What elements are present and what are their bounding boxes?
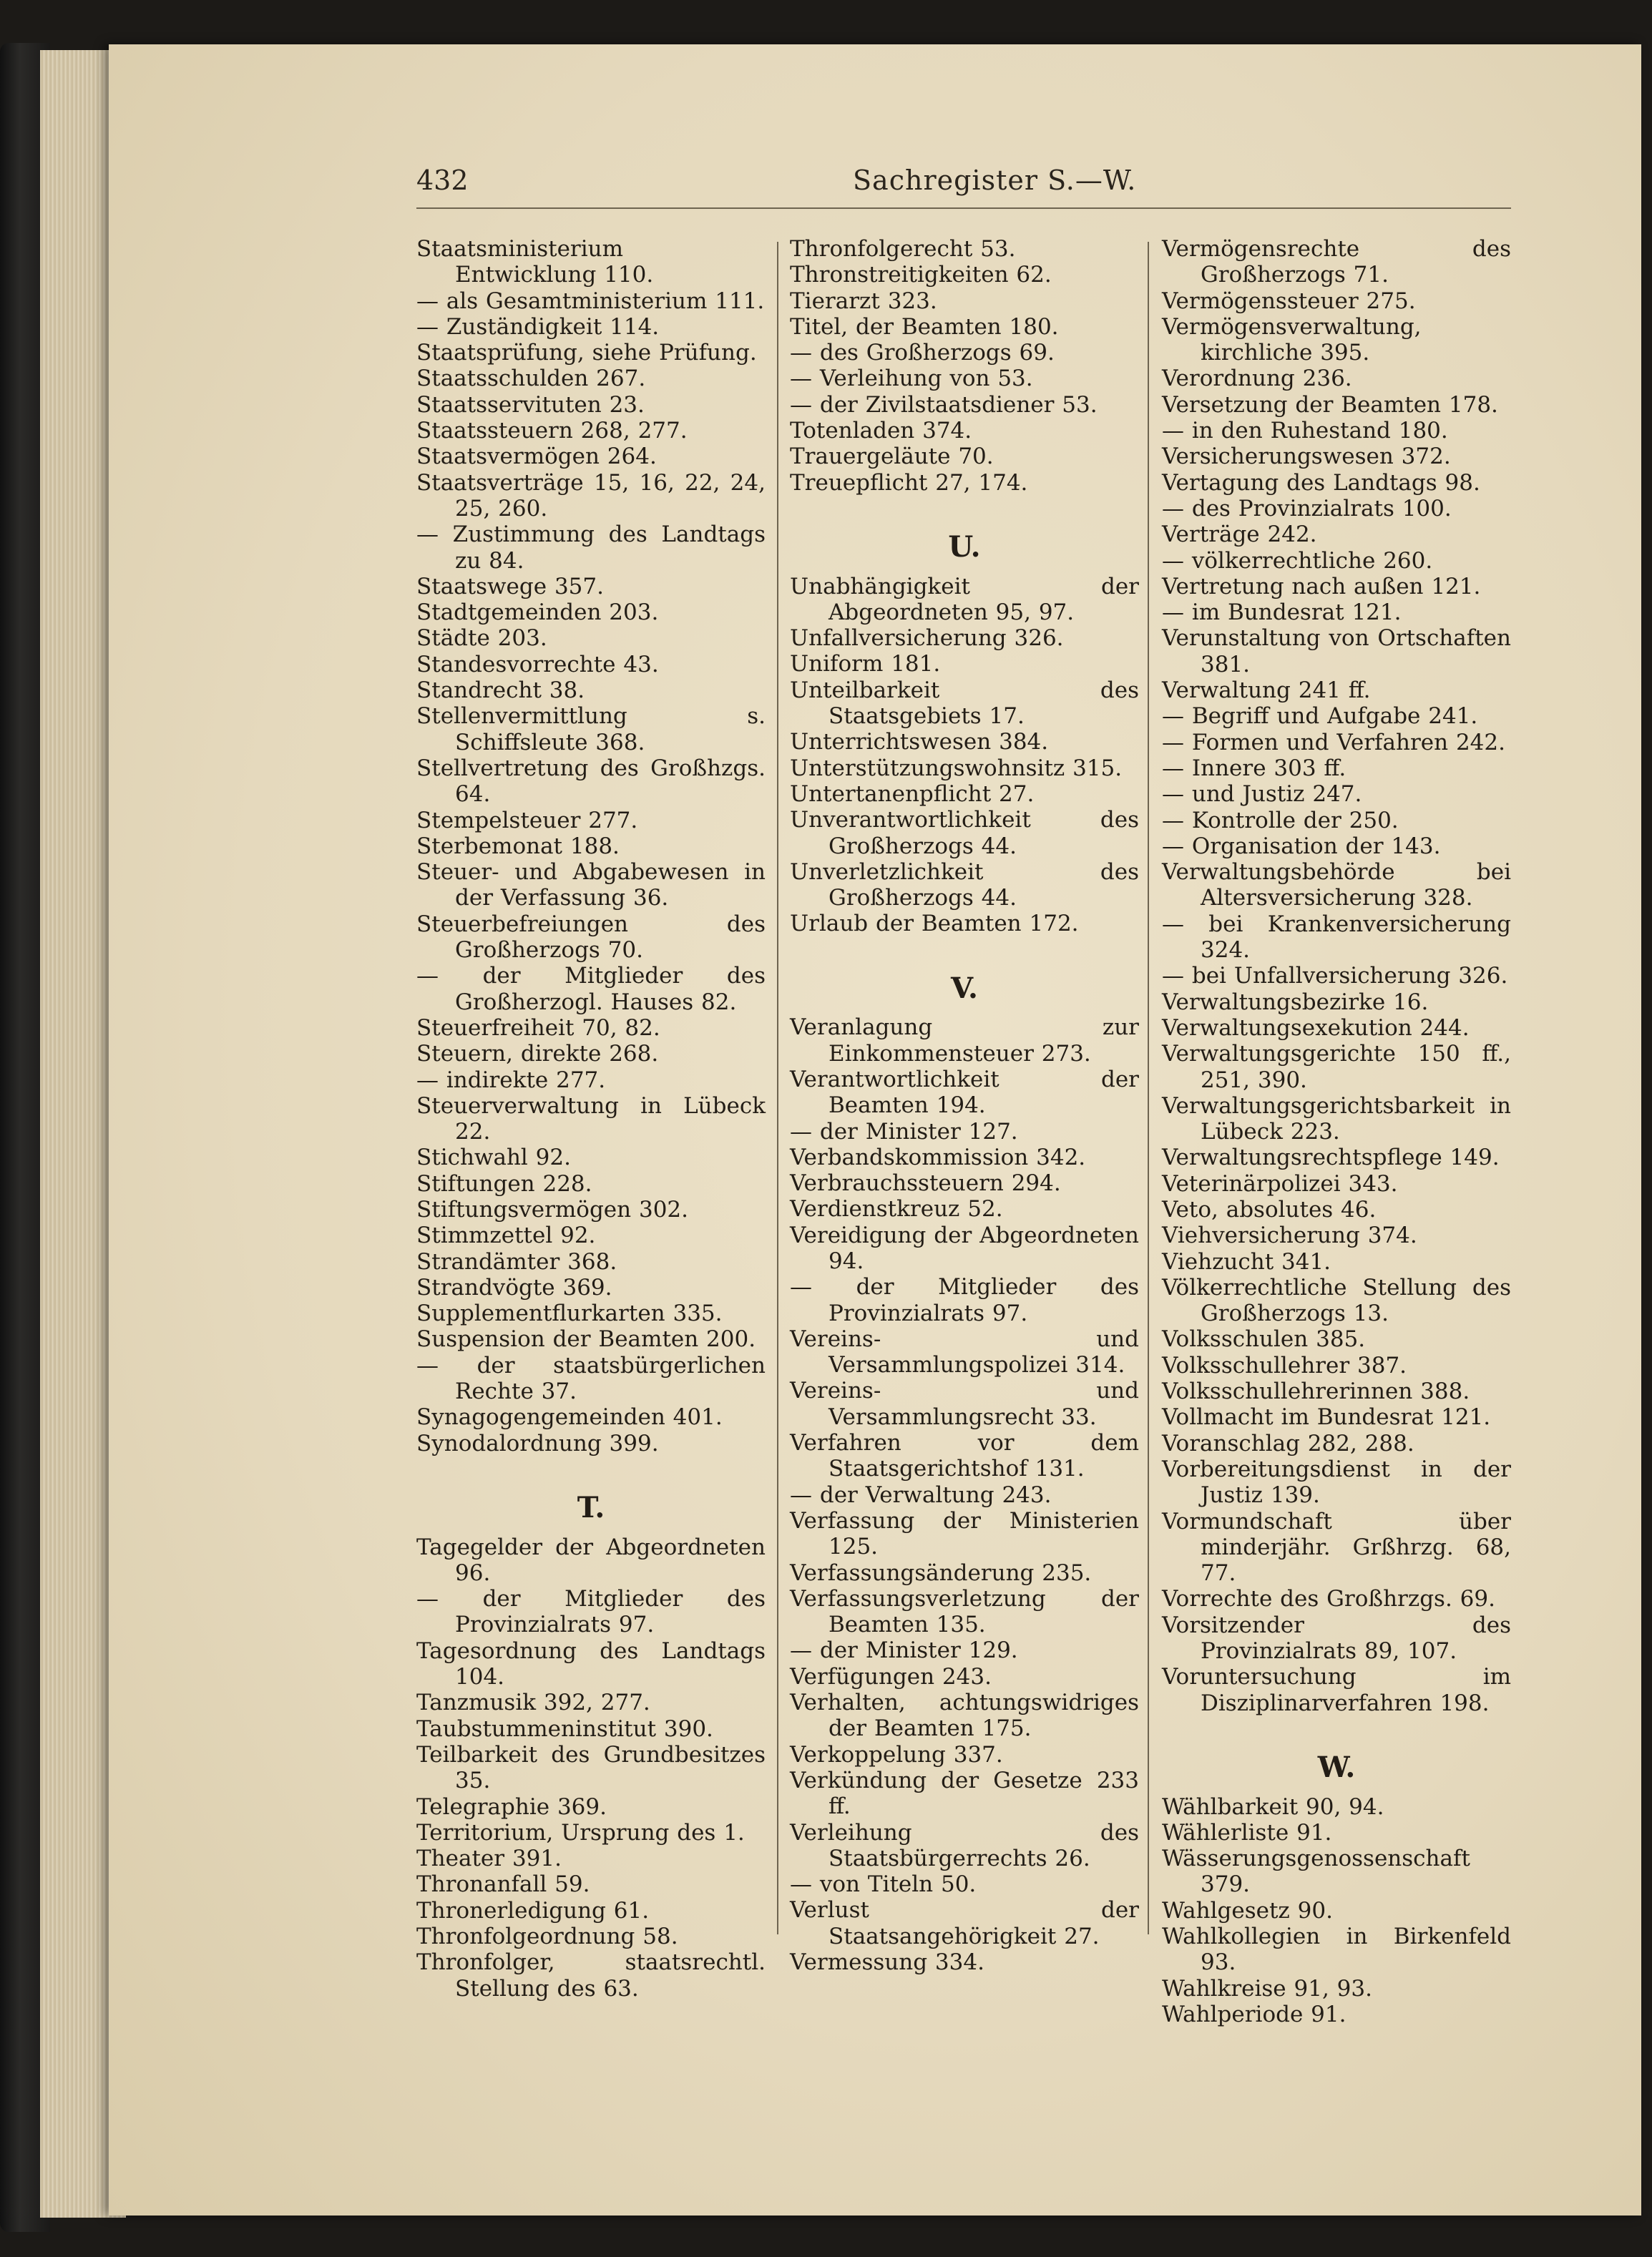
index-entry: Staatsvermögen 264. — [416, 444, 657, 470]
index-entry: Wahlkreise 91, 93. — [1162, 1975, 1372, 2002]
index-entry: Veto, absolutes 46. — [1162, 1196, 1377, 1223]
index-entry: Unverletzlichkeit des Großherzogs 44. — [790, 858, 1139, 911]
index-entry: Urlaub der Beamten 172. — [790, 911, 1079, 937]
index-entry: Vermögensverwaltung, kirchliche 395. — [1162, 313, 1422, 366]
index-entry: Tanzmusik 392, 277. — [416, 1690, 650, 1716]
index-entry: — von Titeln 50. — [790, 1871, 977, 1898]
index-entry: — bei Krankenversicherung 324. — [1162, 911, 1511, 964]
index-entry: Standesvorrechte 43. — [416, 651, 659, 677]
index-entry: Verunstaltung von Ortschaften 381. — [1162, 625, 1511, 677]
index-entry: Veranlagung zur Einkommensteuer 273. — [790, 1014, 1139, 1067]
index-entry: Vermessung 334. — [790, 1949, 984, 1975]
index-entry: — bei Unfallversicherung 326. — [1162, 963, 1508, 989]
index-entry: — der Minister 127. — [790, 1118, 1018, 1145]
index-entry: Volksschullehrer 387. — [1162, 1352, 1407, 1379]
index-entry: Tagesordnung des Landtags 104. — [416, 1637, 766, 1690]
index-entry: — Kontrolle der 250. — [1162, 807, 1399, 833]
index-entry: Vereins- und Versammlungspolizei 314. — [790, 1326, 1139, 1379]
index-entry: Thronfolgerecht 53. — [790, 236, 1016, 262]
index-entry: Unteilbarkeit des Staatsgebiets 17. — [790, 677, 1139, 730]
index-entry: Stichwahl 92. — [416, 1145, 571, 1171]
index-entry: Stadtgemeinden 203. — [416, 599, 659, 626]
section-letter-heading: W. — [1317, 1750, 1356, 1784]
index-entry: Standrecht 38. — [416, 677, 585, 704]
index-entry: — Innere 303 ff. — [1162, 755, 1346, 781]
index-entry: — im Bundesrat 121. — [1162, 599, 1402, 626]
index-entry: Thronfolgeordnung 58. — [416, 1924, 678, 1949]
index-entry: Verwaltungsexekution 244. — [1162, 1014, 1470, 1041]
index-entry: Steuerfreiheit 70, 82. — [416, 1014, 660, 1041]
index-entry: Strandämter 368. — [416, 1248, 617, 1275]
index-entry: Verfassung der Ministerien 125. — [790, 1507, 1139, 1560]
index-entry: Vorsitzender des Provinzialrats 89, 107. — [1162, 1612, 1511, 1665]
index-entry: Verwaltungsrechtspflege 149. — [1162, 1145, 1500, 1171]
index-entry: — der Zivilstaatsdiener 53. — [790, 391, 1098, 418]
index-entry: — völkerrechtliche 260. — [1162, 547, 1433, 574]
index-entry: Thronfolger, staatsrechtl. Stellung des 63. — [416, 1949, 766, 2002]
index-entry: Telegraphie 369. — [416, 1793, 607, 1820]
index-entry: — Zustimmung des Landtags zu 84. — [416, 522, 766, 574]
index-entry: Suspension der Beamten 200. — [416, 1326, 756, 1353]
index-entry: — Verleihung von 53. — [790, 366, 1033, 392]
index-entry: Sterbemonat 188. — [416, 833, 620, 859]
index-entry: Synagogengemeinden 401. — [416, 1404, 723, 1431]
index-entry: Vermögensrechte des Großherzogs 71. — [1162, 236, 1511, 288]
index-entry: — der Minister 129. — [790, 1637, 1018, 1664]
index-entry: Stempelsteuer 277. — [416, 807, 638, 833]
index-entry: — der staatsbürgerlichen Rechte 37. — [416, 1352, 766, 1405]
index-entry: Totenladen 374. — [790, 418, 972, 444]
index-entry: — Zuständigkeit 114. — [416, 313, 660, 340]
index-entry: Staatsschulden 267. — [416, 366, 646, 392]
index-entry: Verwaltungsbehörde bei Altersversicherung 328. — [1162, 859, 1511, 911]
index-entry: Stellvertretung des Großhzgs. 64. — [416, 755, 766, 808]
index-entry: Verwaltungsgerichte 150 ff., 251, 390. — [1162, 1041, 1511, 1093]
index-entry: Taubstummeninstitut 390. — [416, 1715, 713, 1742]
index-entry: — indirekte 277. — [416, 1067, 606, 1093]
index-entry: Synodalordnung 399. — [416, 1430, 659, 1456]
index-entry: Trauergeläute 70. — [790, 444, 994, 470]
index-entry: Stiftungen 228. — [416, 1170, 592, 1197]
index-entry: — des Provinzialrats 100. — [1162, 495, 1452, 522]
index-entry: Verkoppelung 337. — [790, 1741, 1003, 1768]
index-entry: Volksschullehrerinnen 388. — [1162, 1379, 1470, 1405]
section-letter-heading: U. — [948, 529, 981, 564]
index-entry: Verfassungsverletzung der Beamten 135. — [790, 1585, 1139, 1638]
section-letter-heading: T. — [577, 1490, 605, 1524]
index-entry: Supplementflurkarten 335. — [416, 1301, 723, 1327]
index-entry: Stiftungsvermögen 302. — [416, 1196, 688, 1223]
index-entry: Verhalten, achtungswidriges der Beamten 175. — [790, 1690, 1139, 1742]
index-entry: Wählbarkeit 90, 94. — [1162, 1793, 1384, 1820]
index-entry: Städte 203. — [416, 625, 547, 652]
index-entry: — Formen und Verfahren 242. — [1162, 729, 1505, 755]
index-entry: Voruntersuchung im Disziplinarverfahren 198. — [1162, 1664, 1511, 1716]
index-entry: — und Justiz 247. — [1162, 781, 1362, 808]
page-number: 432 — [416, 165, 469, 196]
index-entry: — der Mitglieder des Provinzialrats 97. — [790, 1274, 1139, 1326]
index-entry: Thronstreitigkeiten 62. — [790, 262, 1052, 288]
section-letter-heading: V. — [951, 971, 978, 1005]
index-entry: — der Verwaltung 243. — [790, 1482, 1052, 1508]
index-entry: Unabhängigkeit der Abgeordneten 95, 97. — [790, 573, 1139, 625]
index-entry: Verleihung des Staatsbürgerrechts 26. — [790, 1819, 1139, 1871]
index-entry: — der Mitglieder des Großherzogl. Hauses 82. — [416, 963, 766, 1015]
index-entry: Veterinärpolizei 343. — [1162, 1170, 1398, 1197]
index-entry: Vertretung nach außen 121. — [1162, 573, 1481, 599]
index-entry: Unterstützungswohnsitz 315. — [790, 755, 1123, 781]
index-entry: Verordnung 236. — [1162, 366, 1352, 392]
index-entry: Staatsverträge 15, 16, 22, 24, 25, 260. — [416, 469, 766, 522]
index-entry: Verfügungen 243. — [790, 1663, 992, 1690]
index-entry: Stellenvermittlung s. Schiffsleute 368. — [416, 703, 766, 755]
index-entry: Strandvögte 369. — [416, 1274, 612, 1301]
index-entry: Verwaltungsbezirke 16. — [1162, 989, 1429, 1015]
index-entry: Untertanenpflicht 27. — [790, 780, 1035, 807]
index-entry: — der Mitglieder des Provinzialrats 97. — [416, 1586, 766, 1638]
index-entry: Wahlperiode 91. — [1162, 2001, 1346, 2027]
index-entry: Vollmacht im Bundesrat 121. — [1162, 1404, 1491, 1431]
index-column-1 — [416, 236, 766, 2002]
index-entry: Steuer- und Abgabewesen in der Verfassung 36. — [416, 859, 766, 911]
index-entry: Thronerledigung 61. — [416, 1897, 650, 1924]
index-entry: Staatsministerium Entwicklung 110. — [416, 236, 654, 288]
index-entry: Völkerrechtliche Stellung des Großherzogs 13. — [1162, 1274, 1511, 1327]
index-entry: Verkündung der Gesetze 233 ff. — [790, 1767, 1139, 1820]
index-entry: Verdienstkreuz 52. — [790, 1196, 1003, 1223]
index-entry: Voranschlag 282, 288. — [1162, 1430, 1414, 1456]
index-entry: — Organisation der 143. — [1162, 833, 1441, 859]
index-entry: Stimmzettel 92. — [416, 1223, 596, 1249]
index-entry: Thronanfall 59. — [416, 1871, 590, 1898]
index-entry: Verlust der Staatsangehörigkeit 27. — [790, 1897, 1139, 1949]
index-entry: Viehzucht 341. — [1162, 1248, 1331, 1275]
index-entry: Staatsprüfung, siehe Prüfung. — [416, 340, 757, 366]
index-entry: Staatssteuern 268, 277. — [416, 418, 688, 444]
index-entry: Steuerbefreiungen des Großherzogs 70. — [416, 911, 766, 964]
column-divider-1 — [777, 242, 778, 1934]
index-entry: Wählerliste 91. — [1162, 1819, 1332, 1846]
index-entry: Unterrichtswesen 384. — [790, 729, 1049, 755]
index-entry: Verwaltungsgerichtsbarkeit in Lübeck 223. — [1162, 1092, 1511, 1145]
index-entry: Vormundschaft über minderjähr. Grßhrzg. 68, 77. — [1162, 1508, 1511, 1587]
index-entry: Titel, der Beamten 180. — [790, 313, 1059, 340]
index-entry: Tagegelder der Abgeordneten 96. — [416, 1534, 766, 1586]
index-entry: Verträge 242. — [1162, 522, 1317, 548]
index-entry: Territorium, Ursprung des 1. — [416, 1819, 745, 1846]
index-entry: Verwaltung 241 ff. — [1162, 677, 1371, 704]
index-entry: Vermögenssteuer 275. — [1162, 288, 1416, 314]
index-entry: Wässerungsgenossenschaft 379. — [1162, 1846, 1470, 1898]
index-entry: Staatswege 357. — [416, 573, 604, 599]
index-entry: Steuern, direkte 268. — [416, 1041, 659, 1067]
index-entry: Staatsservituten 23. — [416, 391, 645, 418]
index-entry: Volksschulen 385. — [1162, 1326, 1366, 1353]
index-entry: Verfassungsänderung 235. — [790, 1560, 1092, 1586]
index-entry: Verbandskommission 342. — [790, 1144, 1086, 1170]
index-entry: Wahlgesetz 90. — [1162, 1897, 1333, 1924]
index-entry: Vorrechte des Großhrzgs. 69. — [1162, 1586, 1495, 1612]
index-entry: Teilbarkeit des Grundbesitzes 35. — [416, 1741, 766, 1794]
index-entry: Wahlkollegien in Birkenfeld 93. — [1162, 1924, 1511, 1976]
index-entry: Viehversicherung 374. — [1162, 1223, 1417, 1249]
index-entry: Unfallversicherung 326. — [790, 625, 1064, 652]
running-head — [416, 165, 1511, 209]
index-entry: Tierarzt 323. — [790, 288, 937, 314]
index-column-3 — [1162, 236, 1511, 2027]
index-entry: Unverantwortlichkeit des Großherzogs 44. — [790, 807, 1139, 859]
index-entry: — des Großherzogs 69. — [790, 340, 1055, 366]
running-title: Sachregister S.—W. — [853, 165, 1137, 196]
index-entry: Theater 391. — [416, 1846, 562, 1872]
index-entry: Uniform 181. — [790, 651, 941, 677]
index-entry: Vereins- und Versammlungsrecht 33. — [790, 1378, 1139, 1430]
index-entry: Verantwortlichkeit der Beamten 194. — [790, 1066, 1139, 1119]
index-entry: Treuepflicht 27, 174. — [790, 469, 1028, 496]
index-entry: Vereidigung der Abgeordneten 94. — [790, 1222, 1139, 1274]
index-entry: — Begriff und Aufgabe 241. — [1162, 703, 1478, 730]
index-entry: Versetzung der Beamten 178. — [1162, 391, 1498, 418]
index-entry: — als Gesamtministerium 111. — [416, 288, 765, 314]
index-entry: Verbrauchssteuern 294. — [790, 1170, 1061, 1197]
index-entry: Versicherungswesen 372. — [1162, 444, 1451, 470]
index-entry: Verfahren vor dem Staatsgerichtshof 131. — [790, 1430, 1139, 1482]
column-divider-2 — [1148, 242, 1149, 1934]
index-entry: Steuerverwaltung in Lübeck 22. — [416, 1092, 766, 1145]
index-entry: — in den Ruhestand 180. — [1162, 418, 1448, 444]
index-entry: Vertagung des Landtags 98. — [1162, 469, 1480, 496]
index-column-2 — [790, 236, 1139, 1975]
index-entry: Vorbereitungsdienst in der Justiz 139. — [1162, 1456, 1511, 1509]
